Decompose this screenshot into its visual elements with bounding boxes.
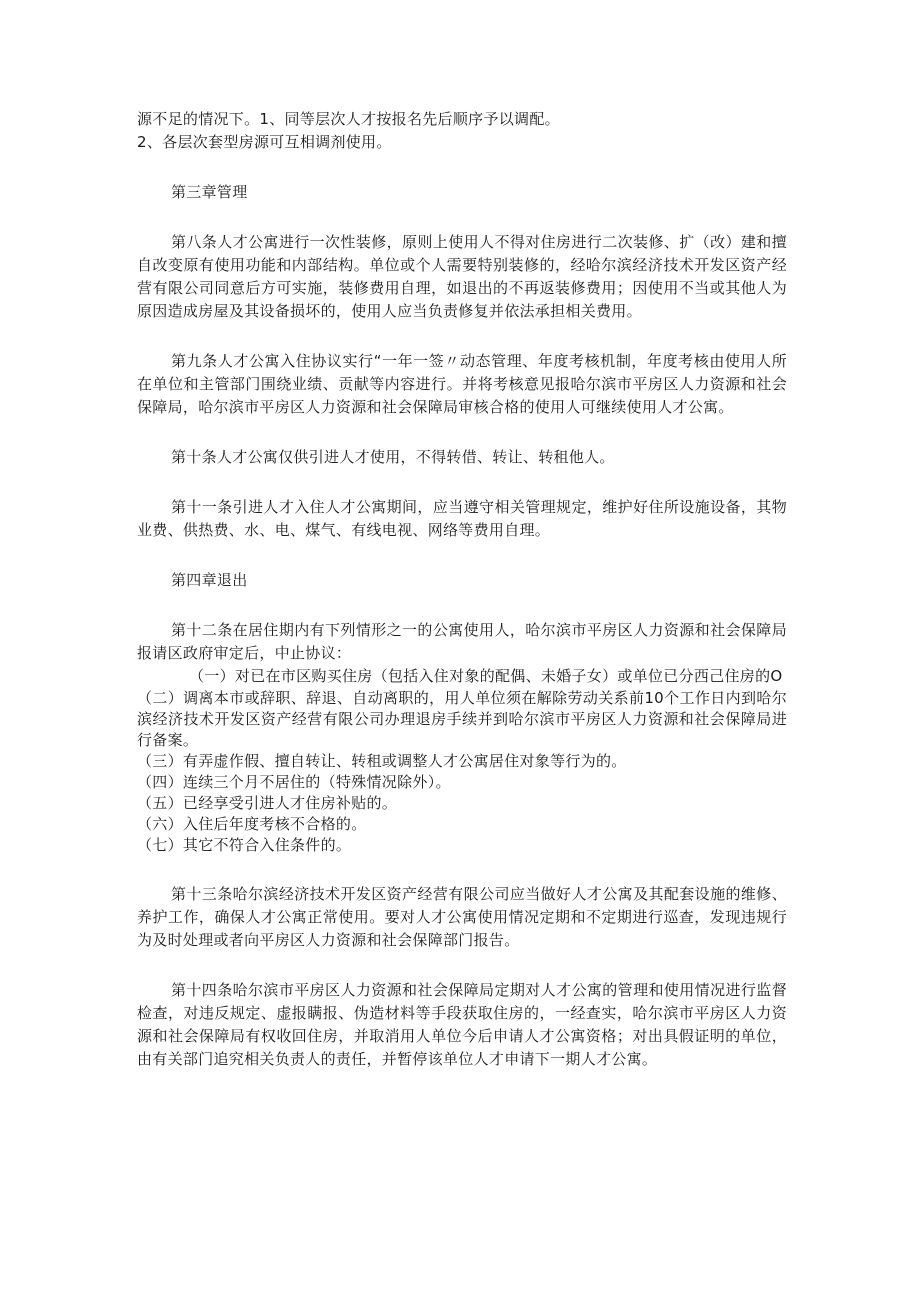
list-item-5: （五）已经享受引进人才住房补贴的。 [137,794,398,812]
list-item-4: （四）连续三个月不居住的（特殊情况除外）。 [137,773,451,791]
chapter-3-heading: 第三章管理 [171,183,248,201]
list-item-3: （三）有弄虚作假、擅自转让、转租或调整人才公寓居住对象等行为的。 [137,752,627,770]
line-top-1: 源不足的情况下。1、同等层次人才按报名先后顺序予以调配。 [137,110,560,128]
line-top-2: 2、各层次套型房源可互相调剂使用。 [137,133,392,151]
article-12: 第十二条在居住期内有下列情形之一的公寓使用人，哈尔滨市平房区人力资源和社会保障局报请区政府审定后，中止协议： [137,621,787,662]
list-item-7: （七）其它不符合入住条件的。 [137,836,352,854]
article-14: 第十四条哈尔滨市平房区人力资源和社会保障局定期对人才公寓的管理和使用情况进行监督检查，对违反规定、虚报瞒报、伪造材料等手段获取住房的，一经查实，哈尔滨市平房区人力资源和社会保障局有权收回住房，并取消用人单位今后申请人才公寓资格；对出具假证明的单位，由有关部门追究相关负责人的责任，并暂停该单位人才申请下一期人才公寓。 [137,981,787,1068]
article-8: 第八条人才公寓进行一次性装修，原则上使用人不得对住房进行二次装修、扩（改）建和擅自改变原有使用功能和内部结构。单位或个人需要特别装修的，经哈尔滨经济技术开发区资产经营有限公司同意后方可实施，装修费用自理，如退出的不再返装修费用；因使用不当或其他人为原因造成房屋及其设备损坏的，使用人应当负责修复并依法承担相关费用。 [137,233,787,320]
document-page [137,108,787,1071]
list-item-2: （二）调离本市或辞职、辞退、自动离职的，用人单位须在解除劳动关系前10个工作日内到哈尔滨经济技术开发区资产经营有限公司办理退房手续并到哈尔滨市平房区人力资源和社会保障局进行备案。 [137,689,787,749]
article-13: 第十三条哈尔滨经济技术开发区资产经营有限公司应当做好人才公寓及其配套设施的维修、养护工作，确保人才公寓正常使用。要对人才公寓使用情况定期和不定期进行巡查，发现违规行为及时处理或者向平房区人力资源和社会保障部门报告。 [137,885,787,949]
list-item-6: （六）入住后年度考核不合格的。 [137,815,367,833]
article-10: 第十条人才公寓仅供引进人才使用，不得转借、转让、转租他人。 [171,448,615,466]
chapter-4-heading: 第四章退出 [171,571,248,589]
article-11: 第十一条引进人才入住人才公寓期间，应当遵守相关管理规定，维护好住所设施设备，其物业费、供热费、水、电、煤气、有线电视、网络等费用自理。 [137,498,787,539]
article-9: 第九条人才公寓入住协议实行“一年一签〃动态管理、年度考核机制，年度考核由使用人所在单位和主管部门围绕业绩、贡献等内容进行。并将考核意见报哈尔滨市平房区人力资源和社会保障局，哈尔滨市平房区人力资源和社会保障局审核合格的使用人可继续使用人才公寓。 [137,352,787,416]
list-item-1: （一）对已在市区购买住房（包括入住对象的配偶、未婚子女）或单位已分西己住房的O [189,667,783,685]
